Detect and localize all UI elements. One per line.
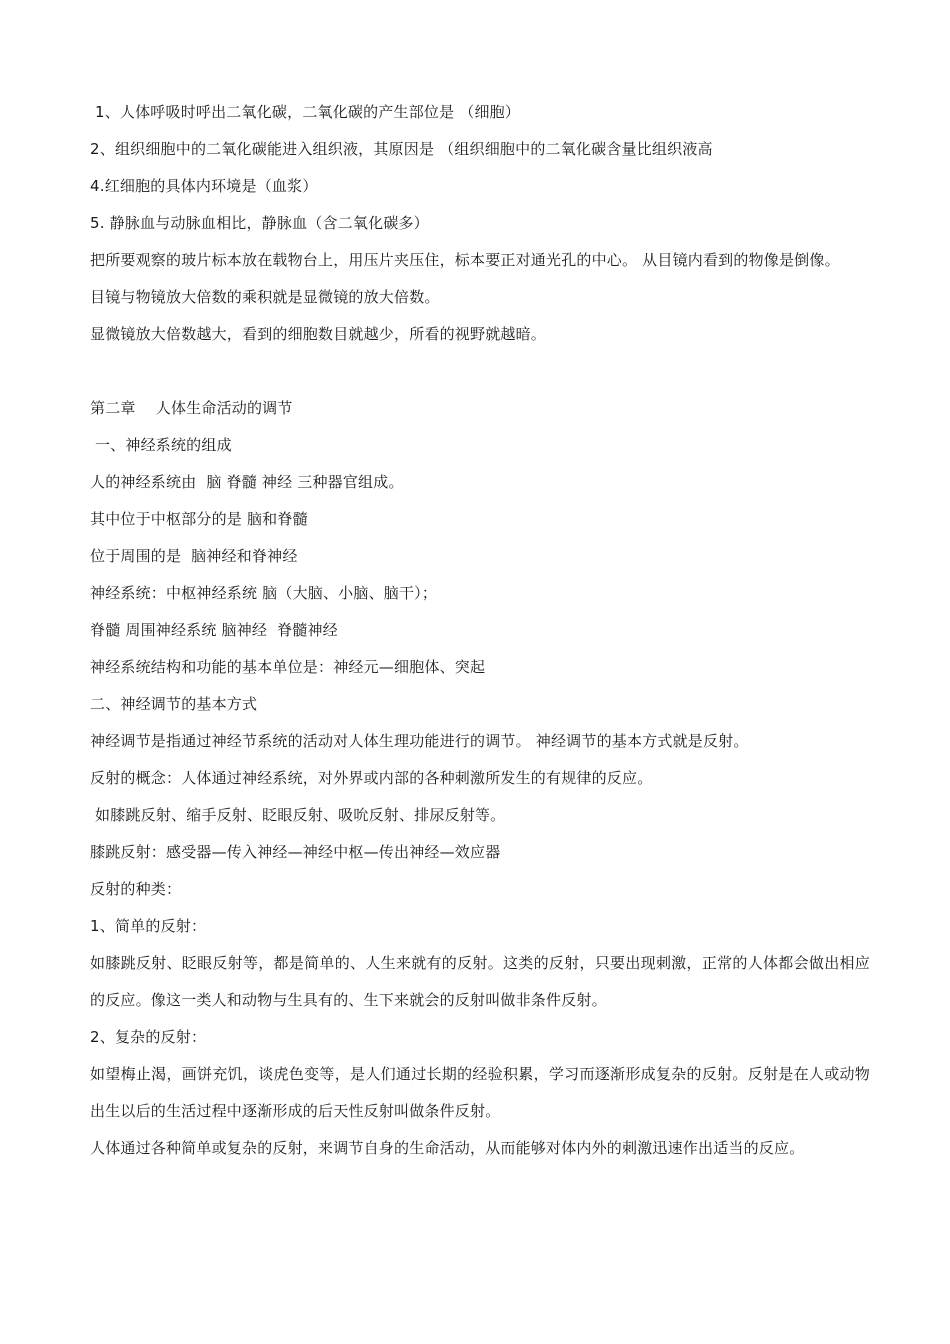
question-5: 5. 静脉血与动脉血相比，静脉血（含二氧化碳多） bbox=[90, 214, 429, 232]
text-line: 如膝跳反射、缩手反射、眨眼反射、吸吮反射、排尿反射等。 bbox=[90, 806, 506, 824]
heading-nervous-system: 一、神经系统的组成 bbox=[90, 436, 232, 454]
text-line: 神经系统结构和功能的基本单位是：神经元—细胞体、突起 bbox=[90, 658, 486, 676]
microscope-paragraph-1: 把所要观察的玻片标本放在载物台上，用压片夹压住，标本要正对通光孔的中心。 从目镜内看到的物像是倒像。 bbox=[90, 251, 840, 269]
heading-simple-reflex: 1、简单的反射： bbox=[90, 917, 207, 935]
complex-reflex-paragraph: 如望梅止渴，画饼充饥，谈虎色变等，是人们通过长期的经验积累，学习而逐渐形成复杂的反射。反射是在人或动物出生以后的生活过程中逐渐形成的后天性反射叫做条件反射。 bbox=[90, 1065, 870, 1120]
text-line: 其中位于中枢部分的是 脑和脊髓 bbox=[90, 510, 308, 528]
closing-paragraph: 人体通过各种简单或复杂的反射，来调节自身的生命活动，从而能够对体内外的刺激迅速作出适当的反应。 bbox=[90, 1139, 805, 1157]
microscope-paragraph-2: 目镜与物镜放大倍数的乘积就是显微镜的放大倍数。 bbox=[90, 288, 440, 306]
heading-complex-reflex: 2、复杂的反射： bbox=[90, 1028, 207, 1046]
chapter-title: 第二章 人体生命活动的调节 bbox=[90, 399, 293, 417]
text-line: 反射的概念：人体通过神经系统，对外界或内部的各种刺激所发生的有规律的反应。 bbox=[90, 769, 653, 787]
text-line: 神经系统：中枢神经系统 脑（大脑、小脑、脑干）； bbox=[90, 584, 438, 602]
heading-neural-regulation: 二、神经调节的基本方式 bbox=[90, 695, 258, 713]
question-1: 1、人体呼吸时呼出二氧化碳，二氧化碳的产生部位是 （细胞） bbox=[90, 103, 521, 121]
text-line: 反射的种类： bbox=[90, 880, 182, 898]
text-line: 膝跳反射：感受器—传入神经—神经中枢—传出神经—效应器 bbox=[90, 843, 501, 861]
text-line: 神经调节是指通过神经节系统的活动对人体生理功能进行的调节。 神经调节的基本方式就是反射。 bbox=[90, 732, 749, 750]
document-page bbox=[90, 94, 870, 1167]
section-gap bbox=[90, 353, 870, 390]
question-2: 2、组织细胞中的二氧化碳能进入组织液，其原因是 （组织细胞中的二氧化碳含量比组织液高 bbox=[90, 140, 713, 158]
question-4: 4.红细胞的具体内环境是（血浆） bbox=[90, 177, 318, 195]
microscope-paragraph-3: 显微镜放大倍数越大，看到的细胞数目就越少，所看的视野就越暗。 bbox=[90, 325, 547, 343]
text-line: 人的神经系统由 脑 脊髓 神经 三种器官组成。 bbox=[90, 473, 404, 491]
simple-reflex-paragraph: 如膝跳反射、眨眼反射等，都是简单的、人生来就有的反射。这类的反射，只要出现刺激，正常的人体都会做出相应的反应。像这一类人和动物与生具有的、生下来就会的反射叫做非条件反射。 bbox=[90, 954, 870, 1009]
text-line: 脊髓 周围神经系统 脑神经 脊髓神经 bbox=[90, 621, 338, 639]
text-line: 位于周围的是 脑神经和脊神经 bbox=[90, 547, 298, 565]
